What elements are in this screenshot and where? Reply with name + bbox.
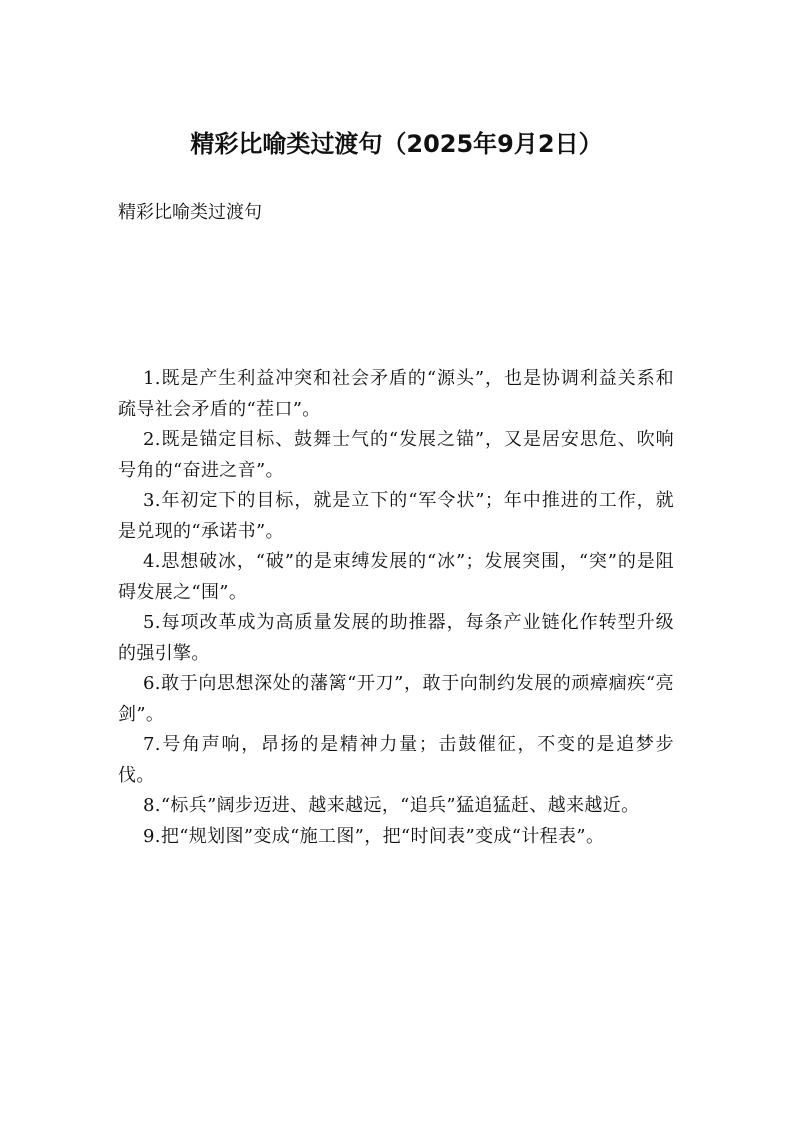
paragraph-1: 1.既是产生利益冲突和社会矛盾的“源头”，也是协调利益关系和疏导社会矛盾的“茬口”。 [118, 368, 674, 420]
paragraph-3: 3.年初定下的目标，就是立下的“军令状”；年中推进的工作，就是兑现的“承诺书”。 [118, 490, 674, 542]
paragraph-9: 9.把“规划图”变成“施工图”，把“时间表”变成“计程表”。 [143, 825, 605, 847]
paragraph-7: 7.号角声响，昂扬的是精神力量；击鼓催征，不变的是追梦步伐。 [118, 734, 674, 786]
paragraph-5: 5.每项改革成为高质量发展的助推器，每条产业链化作转型升级的强引擎。 [118, 612, 674, 664]
document-title: 精彩比喻类过渡句（2025年9月2日） [190, 130, 603, 158]
paragraph-6: 6.敢于向思想深处的藩篱“开刀”，敢于向制约发展的顽瘴痼疾“亮剑”。 [118, 673, 674, 725]
paragraph-8: 8.“标兵”阔步迈进、越来越远，“追兵”猛追猛赶、越来越近。 [143, 795, 640, 816]
paragraph-2: 2.既是锚定目标、鼓舞士气的“发展之锚”，又是居安思危、吹响号角的“奋进之音”。 [118, 429, 674, 481]
document-subtitle: 精彩比喻类过渡句 [118, 202, 262, 223]
document-body [118, 364, 674, 852]
paragraph-4: 4.思想破冰，“破”的是束缚发展的“冰”；发展突围，“突”的是阻碍发展之“围”。 [118, 551, 674, 603]
